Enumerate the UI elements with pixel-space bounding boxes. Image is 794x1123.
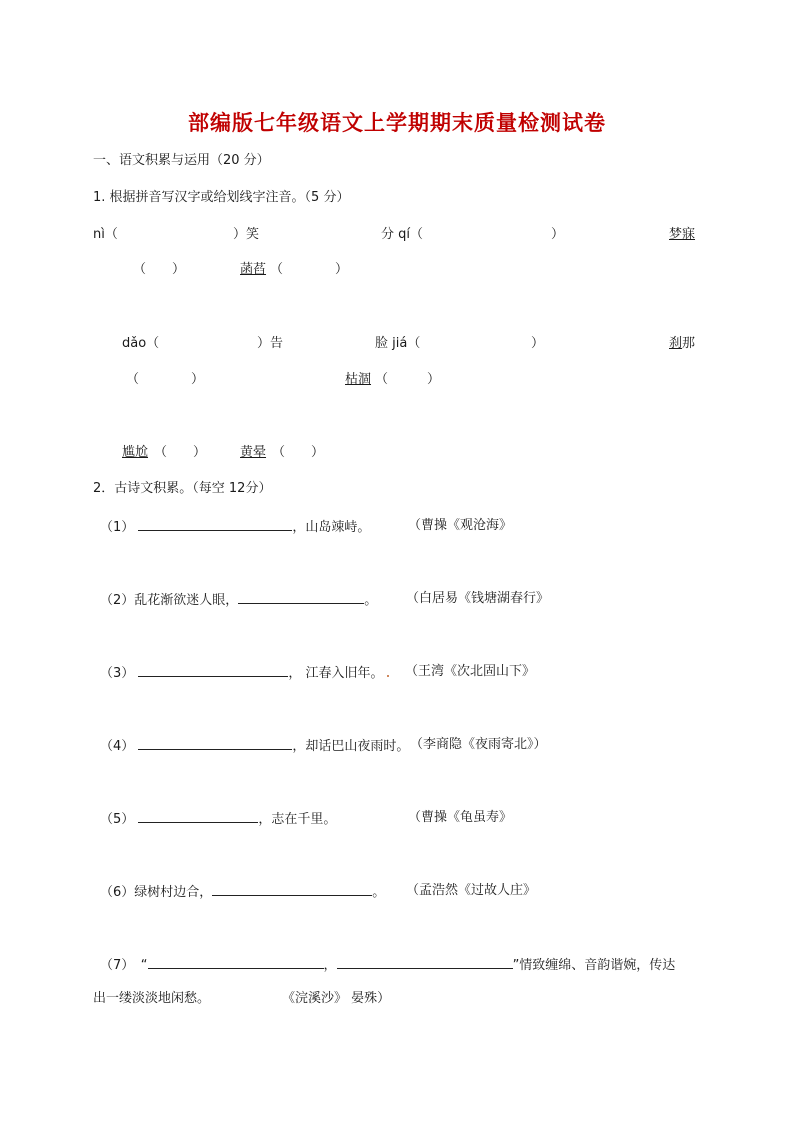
poem-item-2 <box>100 591 377 609</box>
poem-source-2: （白居易《钱塘湖春行》 <box>406 591 550 606</box>
poem-line: ，却话巴山夜雨时。 <box>292 739 410 754</box>
item-number: （4） <box>100 739 135 754</box>
item-number: （7） <box>100 958 128 973</box>
poem-source-5: （曹操《龟虽寿》 <box>408 810 513 825</box>
q1-item-mengmei-answer: （ ） <box>133 262 186 277</box>
q1-item-chana-answer: （ ） <box>126 372 205 387</box>
poem-source-6: （孟浩然《过故人庄》 <box>406 883 537 898</box>
item-number: （5） <box>100 812 135 827</box>
poem-source-7: 《浣溪沙》 晏殊） <box>282 991 391 1006</box>
q1-item-chana <box>669 336 695 352</box>
underlined-char: 刹 <box>669 336 683 351</box>
poem-line: 乱花渐欲迷人眼， <box>134 593 239 608</box>
answer-blank[interactable] <box>138 810 258 823</box>
q1-item-huangyun: 黄晕 <box>240 445 267 460</box>
poem-source-3: （王湾《次北固山下》 <box>405 664 536 679</box>
poem-line-end: 。 <box>372 885 386 900</box>
poem-line: ， 江春入旧年。 <box>288 666 384 681</box>
poem-item-6 <box>100 883 385 901</box>
question-1-label: 1. 根据拼音写汉字或给划线字注音。（5 分） <box>93 190 350 205</box>
page-title: 部编版七年级语文上学期期末质量检测试卷 <box>188 110 606 135</box>
poem-line: ，山岛竦峙。 <box>292 520 371 535</box>
stray-mark <box>387 675 389 677</box>
question-2-label: 2．古诗文积累。（每空 12分） <box>93 481 272 496</box>
q1-item-handan-answer: （ ） <box>270 262 349 277</box>
answer-blank[interactable] <box>138 664 288 677</box>
poem-line-end: 。 <box>364 593 378 608</box>
q1-item-handan: 菡萏 <box>240 262 267 277</box>
poem-line: 绿树村边合， <box>134 885 213 900</box>
answer-blank[interactable] <box>238 591 364 604</box>
poem-item-1 <box>100 518 370 536</box>
q1-item-huangyun-answer: （ ） <box>272 445 325 460</box>
q1-item-ni: nì（ <box>93 227 118 242</box>
answer-blank[interactable] <box>212 883 372 896</box>
poem-item-7-line2: 出一缕淡淡地闲愁。 <box>93 991 211 1006</box>
item-number: （1） <box>100 520 135 535</box>
poem-source-4: （李商隐《夜雨寄北》） <box>410 737 547 752</box>
q1-item-dao-close: ）告 <box>257 336 284 351</box>
section-heading: 一、语文积累与运用（20 分） <box>93 153 270 168</box>
q1-item-qi-close: ） <box>551 227 565 242</box>
q1-item-kuhe: 枯涸 <box>345 372 372 387</box>
item-number: （3） <box>100 666 135 681</box>
q1-item-jia: 脸 jiá（ <box>375 336 421 351</box>
open-quote: “ <box>140 958 148 973</box>
comma: ， <box>323 958 337 973</box>
poem-line: ，志在千里。 <box>258 812 337 827</box>
q1-item-ni-close: ）笑 <box>233 227 260 242</box>
poem-source-1: （曹操《观沧海》 <box>408 518 513 533</box>
answer-blank[interactable] <box>138 518 292 531</box>
item-number: （6） <box>100 885 135 900</box>
q1-item-jia-close: ） <box>531 336 545 351</box>
answer-blank[interactable] <box>138 737 292 750</box>
item-number: （2） <box>100 593 135 608</box>
poem-item-5 <box>100 810 336 828</box>
q1-item-kuhe-answer: （ ） <box>375 372 441 387</box>
poem-line: ”情致缠绵、音韵谐婉，传达 <box>512 958 676 973</box>
answer-blank[interactable] <box>148 956 324 969</box>
poem-item-7 <box>100 956 675 974</box>
plain-char: 那 <box>682 336 696 351</box>
q1-item-qi: 分 qí（ <box>381 227 423 242</box>
q1-item-ganga: 尴尬 <box>122 445 149 460</box>
q1-item-ganga-answer: （ ） <box>154 445 207 460</box>
poem-item-4 <box>100 737 409 755</box>
q1-item-mengmei: 梦寐 <box>669 227 696 242</box>
answer-blank[interactable] <box>337 956 513 969</box>
q1-item-dao: dǎo（ <box>122 336 160 351</box>
poem-item-3 <box>100 664 384 682</box>
